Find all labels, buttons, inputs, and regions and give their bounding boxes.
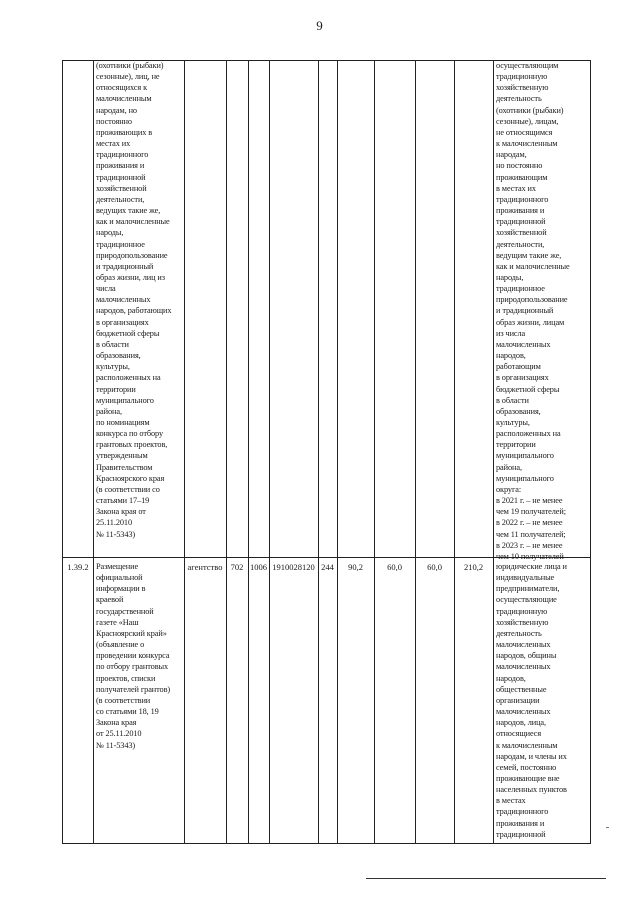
table-border-left [62, 60, 63, 844]
cell-name: Размещение официальной информации в краевой государственной газете «Наш Красноярский край» (объявление о проведении конкурса по отбору грантовых проектов, списки получателей грантов) (в соответствии со статьями 18, 19 Закона края от 25.11.2010 № 11-5343) [96, 562, 171, 750]
col-divider-name [184, 60, 185, 844]
col-divider-rzpr [269, 60, 270, 844]
col-divider-grbs [248, 60, 249, 844]
col-divider-2021 [374, 60, 375, 844]
cell-grbs: 702 [230, 562, 244, 572]
col-divider-csr [318, 60, 319, 844]
table-border-right [590, 60, 591, 844]
footer-rule [366, 878, 606, 879]
cell-name-continued: (охотники (рыбаки) сезонные), лиц, не относящихся к малочисленным народам, но постоянно проживающих в местах их традиционного проживания и традиционной хозяйственной деятельности, ведущих такие же, как и малочисленные народы, традиционное природопользование и традиционный образ жизни, лиц из числа малочисленных народов, работающих в организациях бюджетной сферы в области образования, культуры, расположенных на территории муниципального района, по номинациям конкурса по отбору грантовых проектов, утвержденным Правительством Красноярского края (в соответствии со статьями 17–19 Закона края от 25.11.2010 № 11-5343) [96, 61, 172, 539]
cell-2021: 90,2 [348, 562, 363, 572]
cell-row-number: 1.39.2 [67, 562, 89, 572]
scan-mark [606, 827, 609, 828]
page-number: 9 [316, 18, 323, 33]
col-divider-vr [337, 60, 338, 844]
col-divider-executor [226, 60, 227, 844]
cell-executor: агентство [187, 562, 223, 572]
col-divider-total [493, 60, 494, 844]
cell-2023: 60,0 [427, 562, 442, 572]
cell-total: 210,2 [463, 562, 484, 572]
table-border-bottom [62, 843, 591, 844]
col-divider-num [93, 60, 94, 844]
budget-table [62, 60, 590, 844]
cell-2022: 60,0 [387, 562, 402, 572]
cell-vr: 244 [321, 562, 334, 572]
cell-rzpr: 1006 [250, 562, 267, 572]
cell-result-continued: осуществляющим традиционную хозяйственную деятельность (охотники (рыбаки) сезонные), лицам, не относящимся к малочисленным народам, но постоянно проживающим в местах их традиционного проживания и традиционной хозяйственной деятельности, ведущим такие же, как и малочисленные народы, традиционное природопользование и традиционный образ жизни, лицам из числа малочисленных народов, работающим в организациях бюджетной сферы в области образования, культуры, расположенных на территории муниципального района, муниципального округа: в 2021 г. – не менее чем 19 получателей; в 2022 г. – не менее чем 11 получателей; в 2023 г. – не менее чем 10 получателей [496, 61, 570, 561]
col-divider-2023 [454, 60, 455, 844]
cell-csr: 1910028120 [272, 562, 315, 572]
col-divider-2022 [415, 60, 416, 844]
cell-result: юридические лица и индивидуальные предприниматели, осуществляющие традиционную хозяйственную деятельность малочисленных народов, общины малочисленных народов, общественные организации малочисленных народов, лица, относящиеся к малочисленным народам, и члены их семей, постоянно проживающие вне населенных пунктов в местах традиционного проживания и традиционной [496, 562, 567, 839]
